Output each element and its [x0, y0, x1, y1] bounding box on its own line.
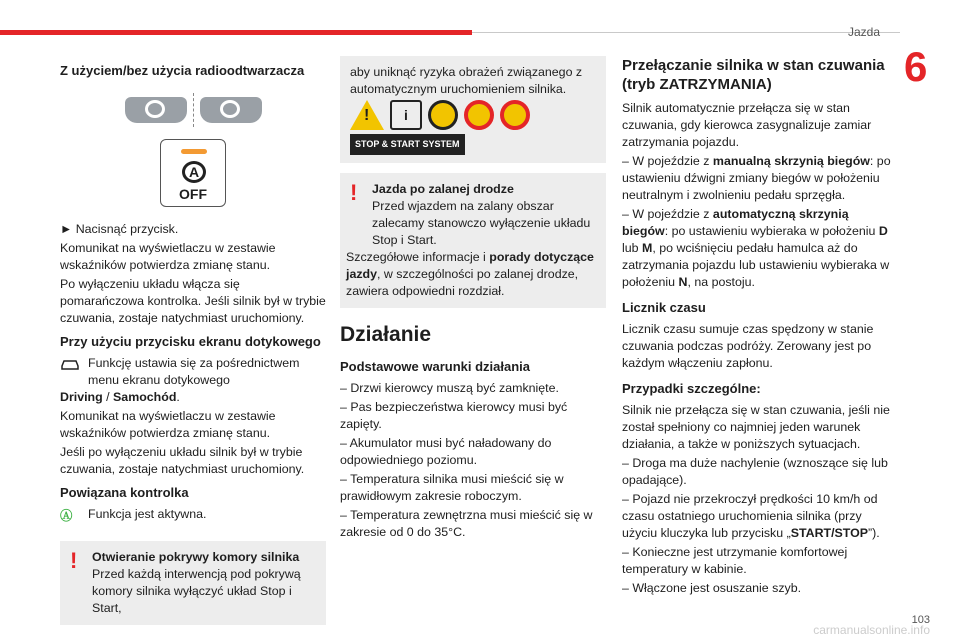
stop-start-warning-box [340, 56, 606, 163]
warning-title: Jazda po zalanej drodze [372, 182, 514, 196]
belt-hazard-icon [428, 100, 458, 130]
warning-text-2: Szczegółowe informacje i porady dotyczące jazdy, w szczególności po zalanej drodze, zawiera odpowiedni rozdział. [346, 250, 594, 298]
manual-book-icon: i [390, 100, 422, 130]
warning-text: Przed każdą interwencją pod pokrywą komory silnika wyłączyć układ Stop i Start, [92, 567, 301, 615]
header-rule [472, 32, 900, 33]
warning-icon: ! [70, 548, 78, 573]
menu-path: Driving / Samochód. [60, 390, 180, 404]
chapter-number: 6 [904, 43, 928, 90]
paragraph: Licznik czasu sumuje czas spędzony w stanie czuwania podczas podróży. Zerowany jest po każdym włączeniu zapłonu. [622, 322, 874, 370]
header-accent-bar [0, 30, 472, 35]
list-item: – Drzwi kierowcy muszą być zamknięte. [340, 381, 559, 395]
paragraph: Jeśli po wyłączeniu układu silnik był w trybie czuwania, zostaje natychmiast uruchomiony. [60, 445, 305, 476]
heading-indicator: Powiązana kontrolka [60, 485, 189, 500]
page-number: 103 [911, 614, 930, 626]
auto-a-green-icon: Ⓐ [60, 509, 73, 523]
subheading: Podstawowe warunki działania [340, 359, 530, 374]
touchscreen-text: Funkcję ustawia się za pośrednictwem menu ekranu dotykowego [88, 356, 300, 387]
paragraph: Komunikat na wyświetlaczu w zestawie wskaźników potwierdza zmianę stanu. [60, 409, 276, 440]
heading-radio: Z użyciem/bez użycia radioodtwarzacza [60, 63, 305, 78]
warning-pictograms [350, 100, 596, 130]
indicator-text: Funkcja jest aktywna. [88, 507, 207, 521]
auto-gearbox-item: – W pojeździe z automatyczną skrzynią biegów: po ustawieniu wybieraka w położeniu D lub M, po wciśnięciu pedału hamulca aż do zatrzymania pojazdu lub ustawieniu wybieraka w położeniu N, na postoju. [622, 207, 890, 289]
heading-touchscreen: Przy użyciu przycisku ekranu dotykowego [60, 334, 321, 349]
warning-icon: ! [350, 180, 358, 205]
paragraph: Komunikat na wyświetlaczu w zestawie wskaźników potwierdza zmianę stanu. [60, 241, 276, 272]
stop-start-system-label: STOP & START SYSTEM [350, 134, 465, 155]
mirror-left-icon [125, 97, 187, 123]
heading-stop-mode: Przełączanie silnika w stan czuwania (tryb ZATRZYMANIA) [622, 57, 885, 93]
warning-title: Otwieranie pokrywy komory silnika [92, 550, 300, 564]
list-item: – Akumulator musi być naładowany do odpowiedniego poziomu. [340, 436, 552, 467]
paragraph: Silnik nie przełącza się w stan czuwania, jeśli nie został spełniony co najmniej jeden warunek działania, a także w poniższych sytuacjach. [622, 403, 890, 451]
menu-car: Samochód [113, 390, 177, 404]
mirror-illustration [60, 93, 326, 127]
list-item: – Konieczne jest utrzymanie komfortowej temperatury w kabinie. [622, 545, 848, 576]
column-3 [622, 56, 892, 599]
section-heading: Działanie [340, 323, 432, 346]
mirror-right-icon [200, 97, 262, 123]
orange-indicator-icon [181, 149, 207, 154]
auto-a-icon: A [182, 161, 206, 183]
column-2 [340, 56, 606, 543]
list-item: – Włączone jest osuszanie szyb. [622, 581, 802, 595]
touchscreen-row [60, 355, 326, 389]
step-press: ► Nacisnąć przycisk. [60, 222, 179, 236]
list-item: – Temperatura silnika musi mieścić się w prawidłowym zakresie roboczym. [340, 472, 564, 503]
paragraph: aby uniknąć ryzyka obrażeń związanego z automatycznym uruchomieniem silnika. [350, 65, 583, 96]
warning-box-hood [60, 541, 326, 625]
column-1 [60, 56, 326, 633]
indicator-row [60, 506, 326, 525]
off-label: OFF [179, 186, 207, 202]
paragraph: Silnik automatycznie przełącza się w stan czuwania, gdy kierowca zasygnalizuje zamiar zatrzymania pojazdu. [622, 101, 872, 149]
paragraph: Po wyłączeniu układu włącza się pomarańczowa kontrolka. Jeśli silnik był w trybie czuwania, zostaje natychmiast uruchomiony. [60, 277, 326, 325]
heading-timer: Licznik czasu [622, 300, 706, 315]
warning-box-flood [340, 173, 606, 308]
no-tool-icon [500, 100, 530, 130]
no-hand-icon [464, 100, 494, 130]
list-item: – Droga ma duże nachylenie (wznoszące się lub opadające). [622, 456, 888, 487]
warning-triangle-icon: ! [350, 100, 384, 130]
watermark: carmanualsonline.info [813, 623, 930, 637]
car-icon [60, 357, 80, 371]
section-title: Jazda [848, 25, 881, 39]
menu-driving: Driving [60, 390, 103, 404]
list-item: – Pojazd nie przekroczył prędkości 10 km/h od czasu ostatniego uruchomienia silnika (przy użyciu kluczyka lub przycisku „START/STOP”). [622, 492, 880, 540]
stop-start-off-button[interactable] [160, 139, 226, 207]
list-item: – Pas bezpieczeństwa kierowcy musi być zapięty. [340, 400, 568, 431]
warning-text: Przed wjazdem na zalany obszar zalecamy stanowczo wyłączenie układu Stop i Start. [372, 199, 591, 247]
list-item: – Temperatura zewnętrzna musi mieścić się w zakresie od 0 do 35°C. [340, 508, 593, 539]
heading-special-cases: Przypadki szczególne: [622, 381, 761, 396]
manual-gearbox-item: – W pojeździe z manualną skrzynią biegów: po ustawieniu dźwigni zmiany biegów w położeniu neutralnym i zwolnieniu pedału sprzęgła. [622, 154, 891, 202]
